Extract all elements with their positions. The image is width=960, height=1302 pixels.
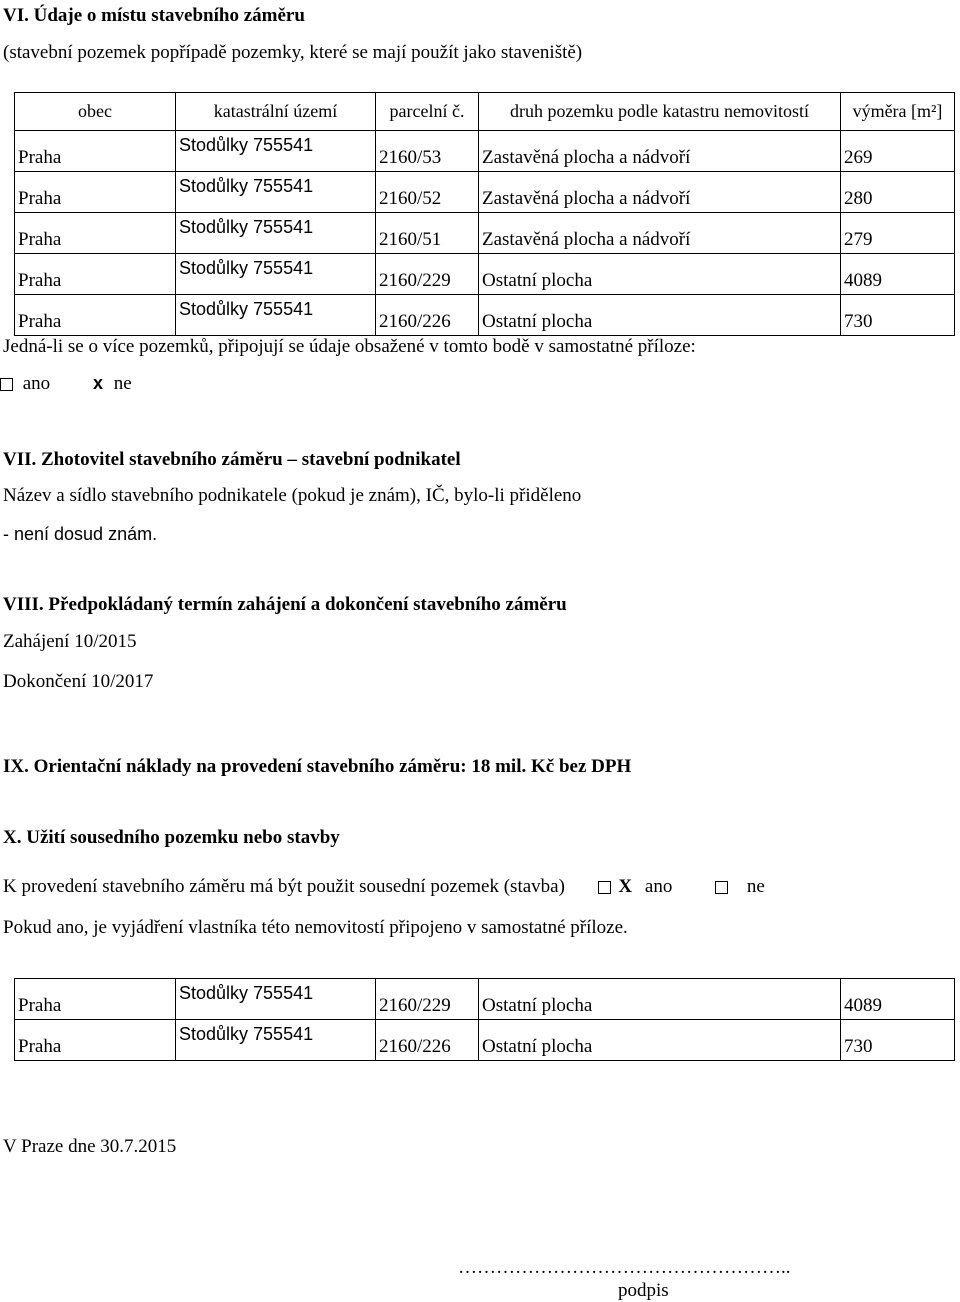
- contractor-label: Název a sídlo stavebního podnikatele (pokud je znám), IČ, bylo-li přiděleno: [3, 485, 582, 506]
- mark-x: X: [618, 876, 633, 897]
- cell-katastr: Stodůlky 755541: [176, 979, 376, 1020]
- cell-vymera: 730: [841, 1020, 955, 1061]
- place-date: V Praze dne 30.7.2015: [3, 1136, 177, 1157]
- label-ne: ne: [746, 876, 765, 897]
- multiple-parcels-note: Jedná-li se o více pozemků, připojují se údaje obsažené v tomto bodě v samostatné příloze:: [3, 336, 696, 357]
- label-ne: ne: [113, 373, 132, 394]
- table-row: [15, 172, 955, 213]
- cell-vymera: 4089: [841, 979, 955, 1020]
- table-row: [15, 1020, 955, 1061]
- cell-druh: Ostatní plocha: [479, 1020, 841, 1061]
- header-parcelni-cislo: parcelní č.: [376, 93, 479, 131]
- signature-label: podpis: [618, 1280, 669, 1301]
- header-vymera: výměra [m²]: [841, 93, 955, 131]
- cell-obec: Praha: [15, 254, 176, 295]
- table-row: [15, 295, 955, 336]
- cell-vymera: 269: [841, 131, 955, 172]
- cell-druh: Ostatní plocha: [479, 979, 841, 1020]
- cell-parcela: 2160/229: [376, 979, 479, 1020]
- checkbox-ano[interactable]: [598, 881, 611, 894]
- cell-parcela: 2160/52: [376, 172, 479, 213]
- section-x-title: X. Užití sousedního pozemku nebo stavby: [3, 827, 340, 848]
- section-ix-title: IX. Orientační náklady na provedení stavebního záměru: 18 mil. Kč bez DPH: [3, 756, 632, 777]
- table-row: [15, 254, 955, 295]
- table-row: [15, 979, 955, 1020]
- label-ano: ano: [644, 876, 673, 897]
- section-vii-title: VII. Zhotovitel stavebního záměru – stavební podnikatel: [3, 449, 461, 470]
- owner-statement-note: Pokud ano, je vyjádření vlastníka této nemovitostí připojeno v samostatné příloze.: [3, 917, 628, 938]
- section-vi-subtitle: (stavební pozemek popřípadě pozemky, které se mají použít jako staveniště): [3, 42, 583, 63]
- neighbour-question-text: K provedení stavebního záměru má být použit sousední pozemek (stavba): [3, 876, 565, 897]
- checkbox-ne[interactable]: [715, 881, 728, 894]
- table-row: [15, 131, 955, 172]
- cell-vymera: 730: [841, 295, 955, 336]
- cell-parcela: 2160/53: [376, 131, 479, 172]
- cell-katastr: Stodůlky 755541: [176, 131, 376, 172]
- cell-druh: Zastavěná plocha a nádvoří: [479, 172, 841, 213]
- cell-vymera: 280: [841, 172, 955, 213]
- cell-druh: Ostatní plocha: [479, 254, 841, 295]
- neighbour-parcels-table: [14, 978, 955, 1061]
- cell-obec: Praha: [15, 213, 176, 254]
- cell-obec: Praha: [15, 172, 176, 213]
- table-header-row: [15, 93, 955, 131]
- table-row: [15, 213, 955, 254]
- label-ano: ano: [22, 373, 51, 394]
- checkbox-ano[interactable]: [0, 378, 13, 391]
- header-druh-pozemku: druh pozemku podle katastru nemovitostí: [479, 93, 841, 131]
- cell-katastr: Stodůlky 755541: [176, 213, 376, 254]
- cell-druh: Zastavěná plocha a nádvoří: [479, 131, 841, 172]
- cell-katastr: Stodůlky 755541: [176, 172, 376, 213]
- attachment-options: [0, 374, 132, 393]
- cell-obec: Praha: [15, 295, 176, 336]
- cell-obec: Praha: [15, 1020, 176, 1061]
- cell-druh: Zastavěná plocha a nádvoří: [479, 213, 841, 254]
- cell-katastr: Stodůlky 755541: [176, 254, 376, 295]
- section-viii-title: VIII. Předpokládaný termín zahájení a dokončení stavebního záměru: [3, 594, 567, 615]
- cell-katastr: Stodůlky 755541: [176, 295, 376, 336]
- cell-parcela: 2160/51: [376, 213, 479, 254]
- cell-parcela: 2160/226: [376, 295, 479, 336]
- start-date: Zahájení 10/2015: [3, 631, 137, 652]
- cell-parcela: 2160/229: [376, 254, 479, 295]
- header-obec: obec: [15, 93, 176, 131]
- end-date: Dokončení 10/2017: [3, 671, 154, 692]
- cell-vymera: 4089: [841, 254, 955, 295]
- cell-obec: Praha: [15, 131, 176, 172]
- mark-x: x: [92, 373, 103, 393]
- cell-obec: Praha: [15, 979, 176, 1020]
- header-katastralni-uzemi: katastrální území: [176, 93, 376, 131]
- cell-vymera: 279: [841, 213, 955, 254]
- contractor-value: - není dosud znám.: [3, 524, 158, 544]
- signature-line: ……………………………………………..: [458, 1257, 791, 1278]
- cell-katastr: Stodůlky 755541: [176, 1020, 376, 1061]
- cell-druh: Ostatní plocha: [479, 295, 841, 336]
- parcels-table: [14, 92, 955, 336]
- neighbour-question: [3, 877, 765, 896]
- cell-parcela: 2160/226: [376, 1020, 479, 1061]
- section-vi-title: VI. Údaje o místu stavebního záměru: [3, 5, 305, 26]
